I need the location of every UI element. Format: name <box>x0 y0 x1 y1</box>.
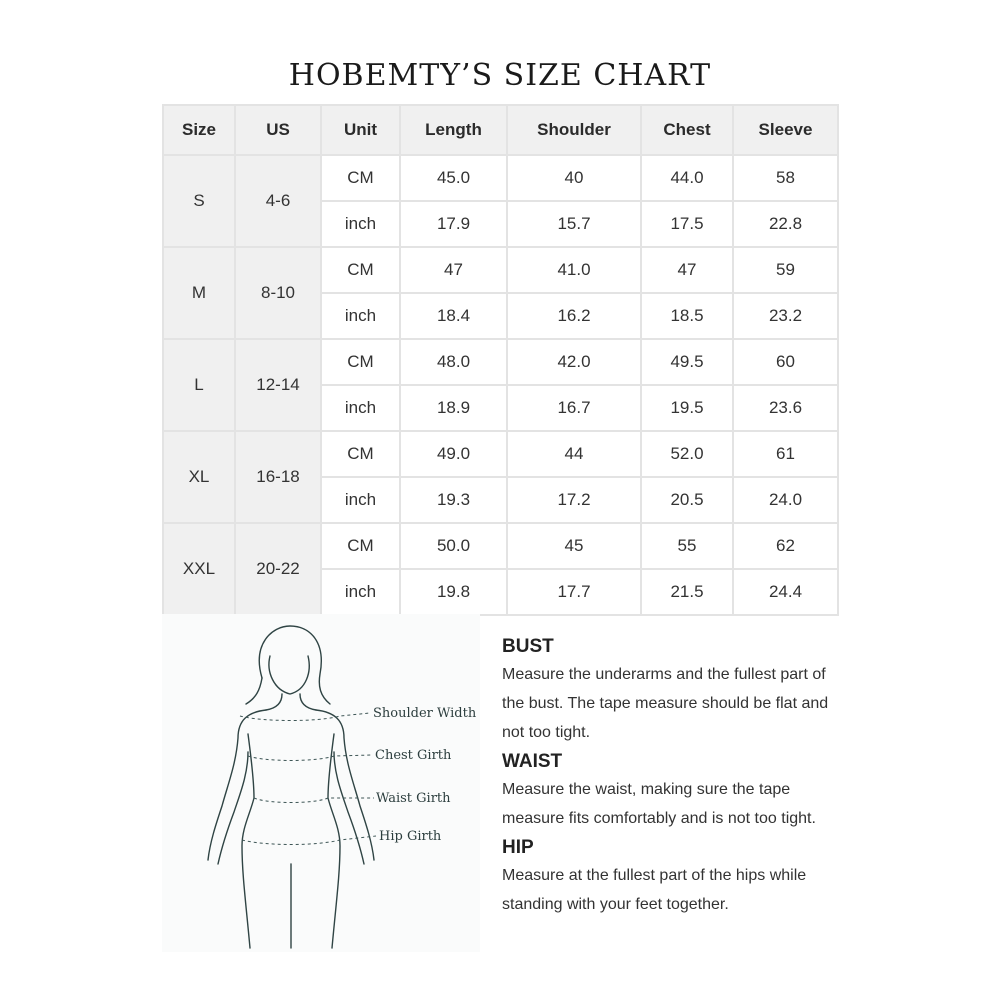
header-unit: Unit <box>321 105 400 155</box>
sleeve-cell: 23.6 <box>733 385 838 431</box>
shoulder-measure-line <box>240 713 370 721</box>
shoulder-cell: 16.2 <box>507 293 641 339</box>
waist-instructions: Measure the waist, making sure the tape measure fits comfortably and is not too tight. <box>502 781 816 827</box>
sleeve-cell: 23.2 <box>733 293 838 339</box>
size-chart-table <box>162 104 839 616</box>
sleeve-cell: 22.8 <box>733 201 838 247</box>
sleeve-cell: 61 <box>733 431 838 477</box>
waist-measure-line <box>254 798 374 803</box>
left-arm-outline <box>208 710 266 860</box>
length-cell: 18.4 <box>400 293 507 339</box>
chest-measure-line <box>248 755 372 761</box>
chest-cell: 52.0 <box>641 431 733 477</box>
page-title: HOBEMTY’S SIZE CHART <box>288 58 712 93</box>
chest-cell: 20.5 <box>641 477 733 523</box>
waist-heading: WAIST <box>502 751 563 772</box>
neck-left <box>266 694 282 710</box>
hip-instructions: Measure at the fullest part of the hips while standing with your feet together. <box>502 867 807 913</box>
neck-right <box>300 694 316 710</box>
table-row <box>163 431 838 477</box>
chest-cell: 19.5 <box>641 385 733 431</box>
us-size-cell: 8-10 <box>235 247 321 339</box>
length-cell: 49.0 <box>400 431 507 477</box>
length-cell: 47 <box>400 247 507 293</box>
header-us: US <box>235 105 321 155</box>
size-cell: XXL <box>163 523 235 615</box>
sleeve-cell: 24.4 <box>733 569 838 615</box>
length-cell: 45.0 <box>400 155 507 201</box>
waist-girth-label: Waist Girth <box>376 791 451 806</box>
chest-cell: 44.0 <box>641 155 733 201</box>
measuring-guide <box>502 634 852 921</box>
size-cell: S <box>163 155 235 247</box>
measurement-figure <box>162 614 480 952</box>
shoulder-cell: 40 <box>507 155 641 201</box>
length-cell: 48.0 <box>400 339 507 385</box>
unit-cell: CM <box>321 339 400 385</box>
chest-girth-label: Chest Girth <box>375 748 452 763</box>
shoulder-cell: 16.7 <box>507 385 641 431</box>
chest-cell: 17.5 <box>641 201 733 247</box>
sleeve-cell: 59 <box>733 247 838 293</box>
chest-cell: 21.5 <box>641 569 733 615</box>
shoulder-cell: 44 <box>507 431 641 477</box>
unit-cell: inch <box>321 201 400 247</box>
chest-cell: 49.5 <box>641 339 733 385</box>
shoulder-cell: 17.7 <box>507 569 641 615</box>
unit-cell: inch <box>321 385 400 431</box>
us-size-cell: 12-14 <box>235 339 321 431</box>
hip-girth-label: Hip Girth <box>379 829 442 844</box>
face-outline <box>269 656 309 694</box>
table-row <box>163 155 838 201</box>
table-row <box>163 339 838 385</box>
bust-instructions: Measure the underarms and the fullest part of the bust. The tape measure should be flat and not too tight. <box>502 666 829 741</box>
shoulder-cell: 41.0 <box>507 247 641 293</box>
sleeve-cell: 24.0 <box>733 477 838 523</box>
unit-cell: inch <box>321 477 400 523</box>
chest-cell: 47 <box>641 247 733 293</box>
header-chest: Chest <box>641 105 733 155</box>
table-row <box>163 247 838 293</box>
header-length: Length <box>400 105 507 155</box>
body-outline-illustration <box>162 614 480 952</box>
length-cell: 17.9 <box>400 201 507 247</box>
hair-left-strand <box>246 678 262 704</box>
table-header-row <box>163 105 838 155</box>
header-shoulder: Shoulder <box>507 105 641 155</box>
us-size-cell: 16-18 <box>235 431 321 523</box>
shoulder-cell: 45 <box>507 523 641 569</box>
shoulder-cell: 42.0 <box>507 339 641 385</box>
unit-cell: CM <box>321 431 400 477</box>
shoulder-cell: 17.2 <box>507 477 641 523</box>
header-size: Size <box>163 105 235 155</box>
header-sleeve: Sleeve <box>733 105 838 155</box>
unit-cell: CM <box>321 247 400 293</box>
chest-cell: 55 <box>641 523 733 569</box>
size-cell: XL <box>163 431 235 523</box>
sleeve-cell: 62 <box>733 523 838 569</box>
shoulder-width-label: Shoulder Width <box>373 706 477 721</box>
length-cell: 19.3 <box>400 477 507 523</box>
size-cell: L <box>163 339 235 431</box>
us-size-cell: 20-22 <box>235 523 321 615</box>
chest-cell: 18.5 <box>641 293 733 339</box>
us-size-cell: 4-6 <box>235 155 321 247</box>
unit-cell: inch <box>321 569 400 615</box>
right-arm-outline <box>316 710 374 860</box>
sleeve-cell: 58 <box>733 155 838 201</box>
unit-cell: CM <box>321 523 400 569</box>
length-cell: 19.8 <box>400 569 507 615</box>
length-cell: 18.9 <box>400 385 507 431</box>
unit-cell: CM <box>321 155 400 201</box>
hip-heading: HIP <box>502 837 534 858</box>
length-cell: 50.0 <box>400 523 507 569</box>
shoulder-cell: 15.7 <box>507 201 641 247</box>
size-cell: M <box>163 247 235 339</box>
unit-cell: inch <box>321 293 400 339</box>
sleeve-cell: 60 <box>733 339 838 385</box>
bust-heading: BUST <box>502 636 554 657</box>
table-row <box>163 523 838 569</box>
hip-measure-line <box>242 836 376 845</box>
